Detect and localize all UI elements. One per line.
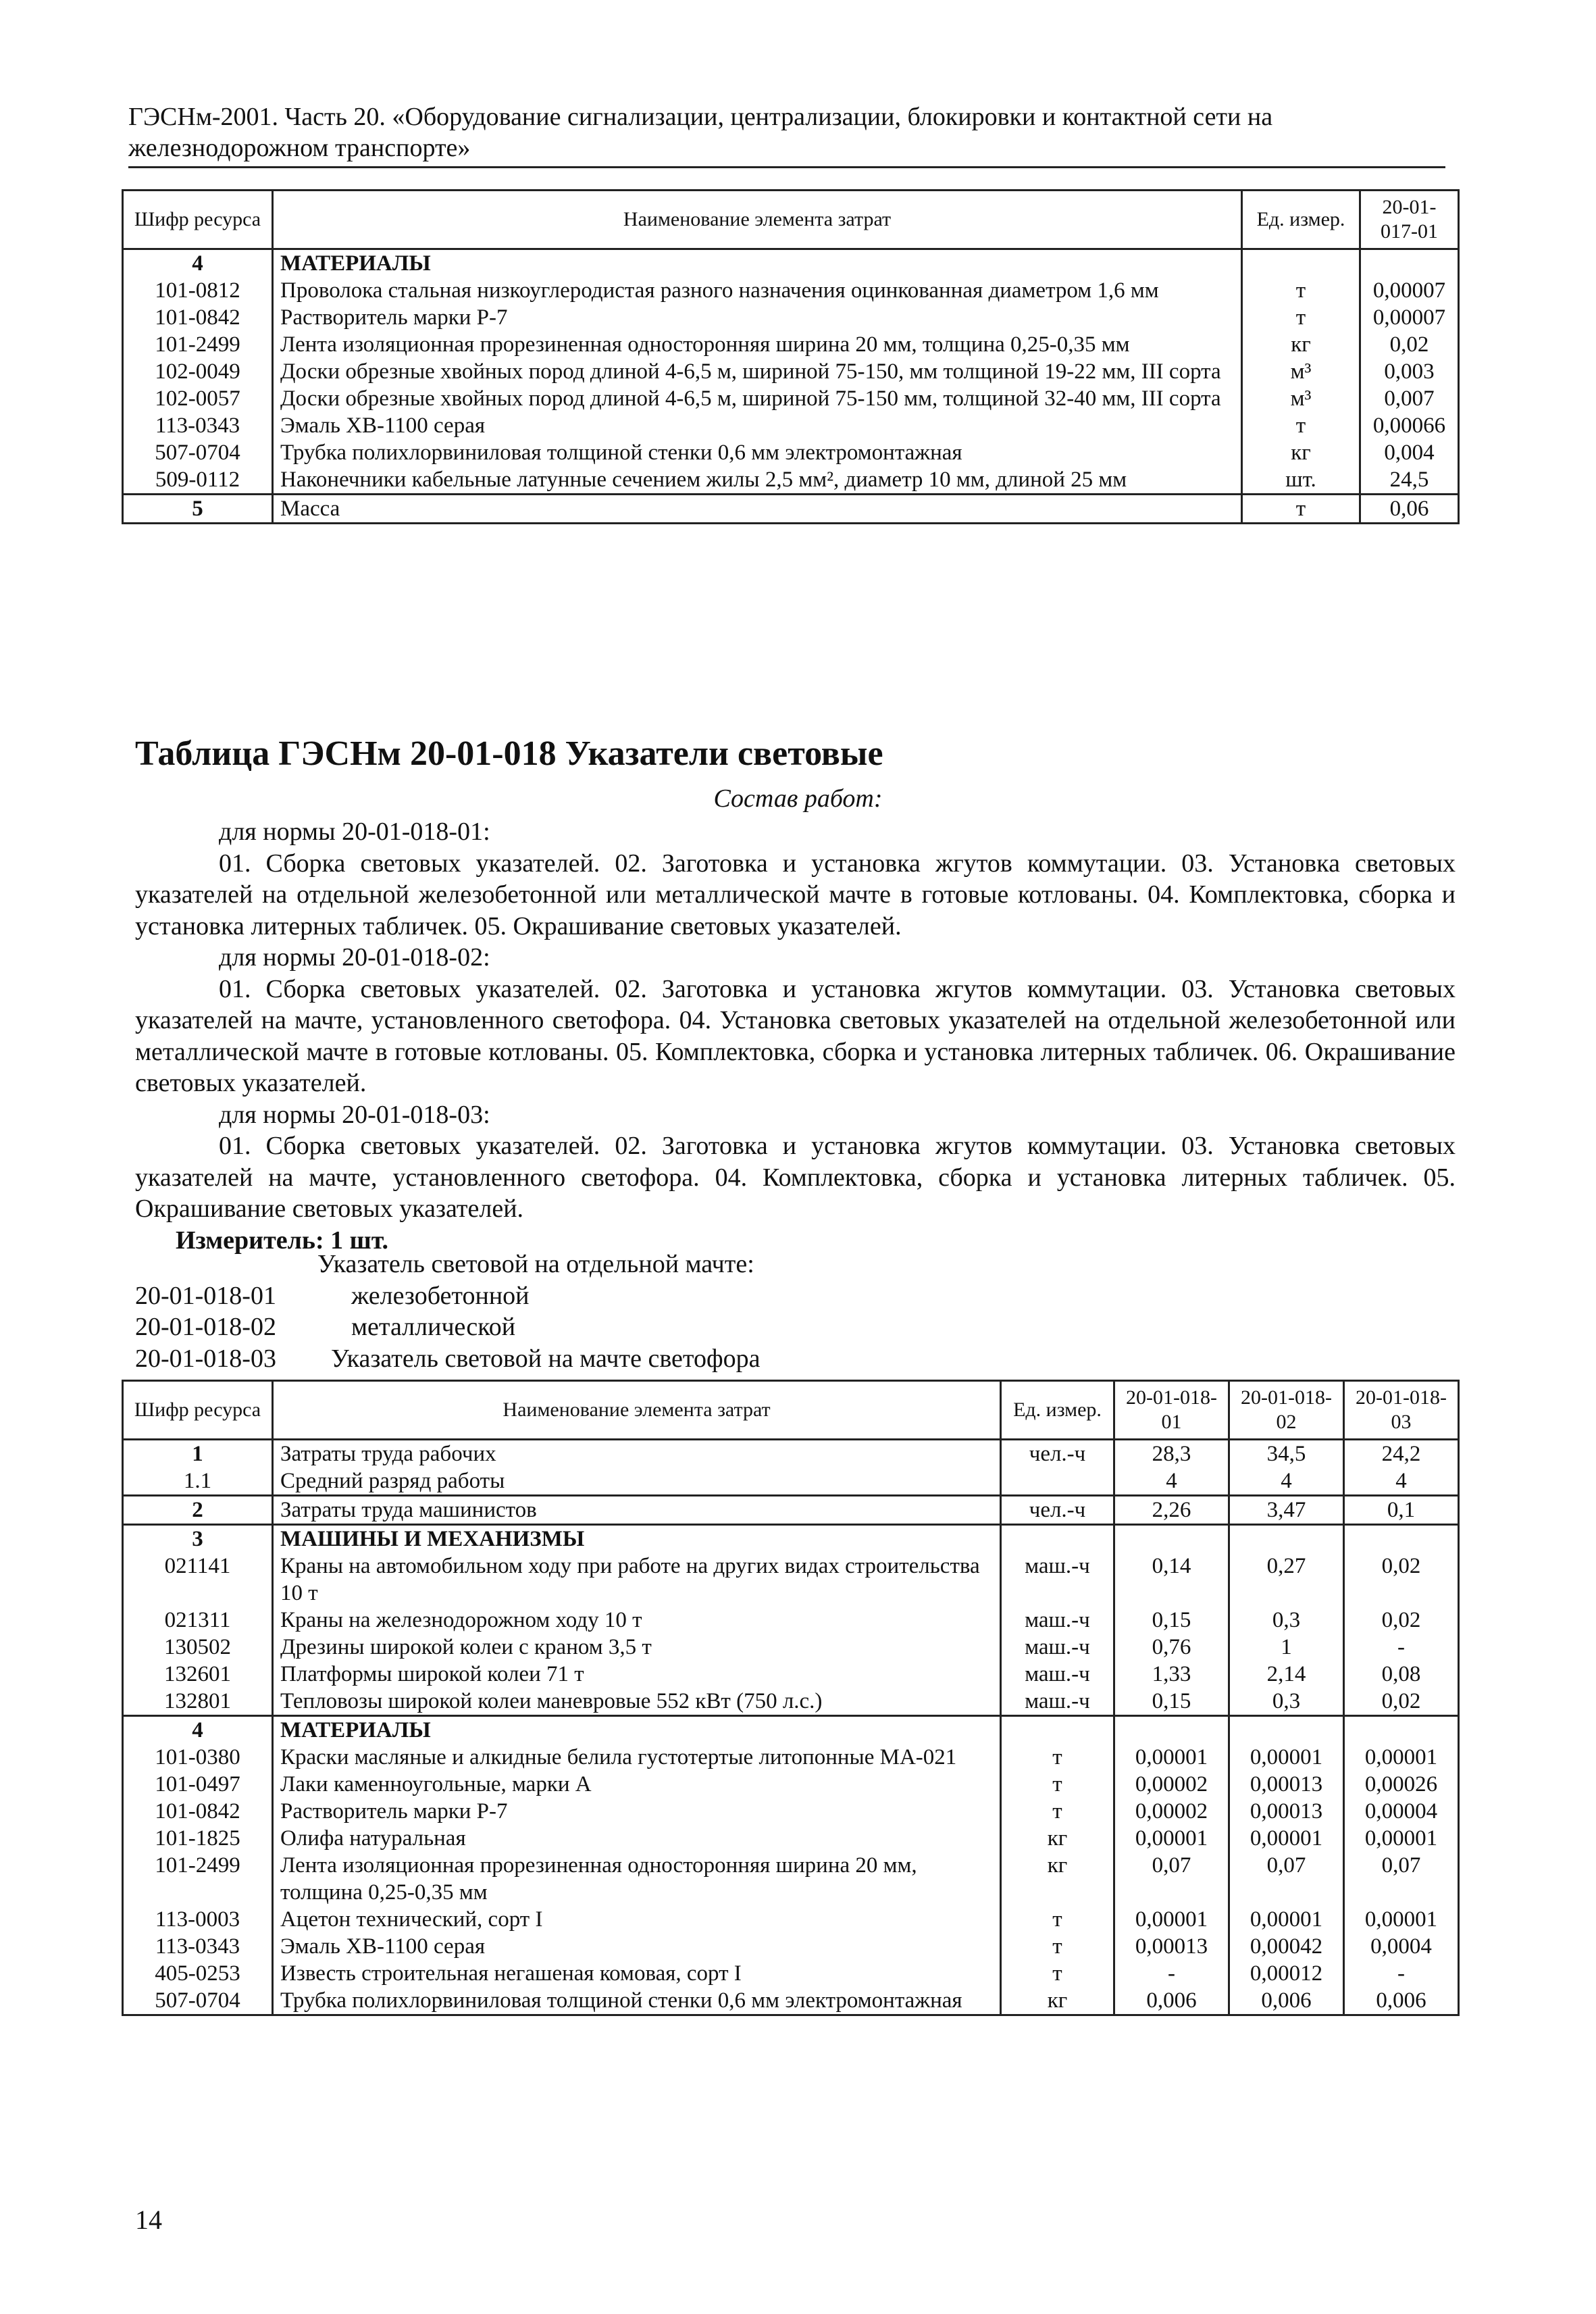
- table-row: [123, 1496, 1459, 1525]
- resource-unit: маш.-ч: [1001, 1661, 1114, 1688]
- resource-code: 101-2499: [123, 331, 273, 358]
- resource-value-2: 0,00013: [1229, 1771, 1344, 1798]
- resource-value-2: 0,07: [1229, 1852, 1344, 1906]
- resource-code: 1.1: [123, 1467, 273, 1496]
- resource-value-3: 0,08: [1344, 1661, 1459, 1688]
- resource-unit: маш.-ч: [1001, 1688, 1114, 1716]
- resource-name: Растворитель марки Р-7: [273, 1798, 1001, 1825]
- resource-unit: т: [1001, 1798, 1114, 1825]
- resource-value-3: 0,00001: [1344, 1906, 1459, 1933]
- resource-name: Масса: [273, 495, 1242, 524]
- table-row: [123, 1634, 1459, 1661]
- resource-unit: т: [1242, 412, 1360, 439]
- resource-value-1: 0,00001: [1114, 1825, 1229, 1852]
- resource-name: Тепловозы широкой колеи маневровые 552 кВт (750 л.с.): [273, 1688, 1001, 1716]
- resource-value: 0,004: [1360, 439, 1459, 466]
- empty-cell: [1344, 1525, 1459, 1553]
- resource-code: 102-0049: [123, 358, 273, 385]
- resource-value-2: 1: [1229, 1634, 1344, 1661]
- resource-name: Краски масляные и алкидные белила густотертые литопонные МА-021: [273, 1744, 1001, 1771]
- variant-desc: Указатель световой на мачте светофора: [331, 1344, 761, 1373]
- resource-code: 113-0343: [123, 412, 273, 439]
- resource-value-2: 34,5: [1229, 1440, 1344, 1468]
- resource-unit: кг: [1242, 439, 1360, 466]
- resource-value-3: 0,006: [1344, 1987, 1459, 2015]
- table-row: [123, 1744, 1459, 1771]
- resource-code: 507-0704: [123, 439, 273, 466]
- resource-name: Наконечники кабельные латунные сечением жилы 2,5 мм², диаметр 10 мм, длиной 25 мм: [273, 466, 1242, 495]
- resource-name: Трубка полихлорвиниловая толщиной стенки 0,6 мм электромонтажная: [273, 1987, 1001, 2015]
- header-line-1: ГЭСНм-2001. Часть 20. «Оборудование сигнализации, централизации, блокировки и контактной сети на: [128, 103, 1273, 131]
- resource-unit: т: [1242, 304, 1360, 331]
- table-row: [123, 1933, 1459, 1960]
- table-row: [123, 1987, 1459, 2015]
- resource-unit: кг: [1001, 1987, 1114, 2015]
- resource-value-1: 0,00002: [1114, 1771, 1229, 1798]
- resource-value-3: 0,00026: [1344, 1771, 1459, 1798]
- variant-rows: [135, 1280, 761, 1375]
- resource-value-2: 4: [1229, 1467, 1344, 1496]
- resource-name: Затраты труда рабочих: [273, 1440, 1001, 1468]
- resource-name: Проволока стальная низкоуглеродистая разного назначения оцинкованная диаметром 1,6 мм: [273, 277, 1242, 304]
- section-title: МАТЕРИАЛЫ: [273, 1716, 1001, 1744]
- resource-value-1: 2,26: [1114, 1496, 1229, 1525]
- resources-table-018: [122, 1380, 1460, 2016]
- empty-cell: [1344, 1716, 1459, 1744]
- resource-value: 24,5: [1360, 466, 1459, 495]
- resource-value: 0,003: [1360, 358, 1459, 385]
- resource-unit: маш.-ч: [1001, 1553, 1114, 1607]
- resource-value-3: 0,07: [1344, 1852, 1459, 1906]
- resource-name: Лента изоляционная прорезиненная односторонняя ширина 20 мм, толщина 0,25-0,35 мм: [273, 331, 1242, 358]
- header-code: Шифр ресурса: [123, 1381, 273, 1440]
- resource-value-2: 0,3: [1229, 1607, 1344, 1634]
- header-col-3: 20-01-018-03: [1344, 1381, 1459, 1440]
- resource-unit: [1001, 1467, 1114, 1496]
- resource-code: 132801: [123, 1688, 273, 1716]
- resources-table-017: [122, 189, 1460, 524]
- resource-code: 101-0842: [123, 304, 273, 331]
- resource-name: Трубка полихлорвиниловая толщиной стенки 0,6 мм электромонтажная: [273, 439, 1242, 466]
- resource-name: Лента изоляционная прорезиненная односторонняя ширина 20 мм, толщина 0,25-0,35 мм: [273, 1852, 1001, 1906]
- table-row: [123, 1960, 1459, 1987]
- resource-value-3: 0,02: [1344, 1688, 1459, 1716]
- variant-group-label: Указатель световой на отдельной мачте:: [317, 1250, 754, 1278]
- resource-value-2: 0,00001: [1229, 1906, 1344, 1933]
- resource-unit: кг: [1242, 331, 1360, 358]
- section-number: 4: [123, 1716, 273, 1744]
- norm-label: для нормы 20-01-018-03:: [219, 1100, 490, 1129]
- table-title: Таблица ГЭСНм 20-01-018 Указатели световые: [135, 734, 883, 773]
- resource-unit: маш.-ч: [1001, 1607, 1114, 1634]
- resource-code: 102-0057: [123, 385, 273, 412]
- resource-value-1: 0,15: [1114, 1607, 1229, 1634]
- table-row: [123, 1440, 1459, 1468]
- resource-unit: чел.-ч: [1001, 1496, 1114, 1525]
- resource-unit: т: [1001, 1906, 1114, 1933]
- variant-row: [135, 1280, 761, 1312]
- table-row: [123, 412, 1459, 439]
- variant-row: [135, 1311, 761, 1343]
- resource-value-2: 0,00001: [1229, 1744, 1344, 1771]
- resource-name: Доски обрезные хвойных пород длиной 4-6,5 м, шириной 75-150, мм толщиной 19-22 мм, III сорта: [273, 358, 1242, 385]
- resource-value-3: 0,02: [1344, 1553, 1459, 1607]
- resource-value-2: 0,00001: [1229, 1825, 1344, 1852]
- resource-name: Эмаль ХВ-1100 серая: [273, 1933, 1001, 1960]
- table-row: [123, 1661, 1459, 1688]
- resource-unit: т: [1001, 1771, 1114, 1798]
- resource-name: Эмаль ХВ-1100 серая: [273, 412, 1242, 439]
- resource-name: Растворитель марки Р-7: [273, 304, 1242, 331]
- header-col-1: 20-01-018-01: [1114, 1381, 1229, 1440]
- table-row: [123, 385, 1459, 412]
- resource-name: Лаки каменноугольные, марки А: [273, 1771, 1001, 1798]
- empty-cell: [1001, 1716, 1114, 1744]
- resource-name: Средний разряд работы: [273, 1467, 1001, 1496]
- resource-value-1: 0,00001: [1114, 1744, 1229, 1771]
- resource-code: 021311: [123, 1607, 273, 1634]
- header-name: Наименование элемента затрат: [273, 1381, 1001, 1440]
- resource-value-2: 0,3: [1229, 1688, 1344, 1716]
- resource-code: 101-1825: [123, 1825, 273, 1852]
- resource-value-1: 0,006: [1114, 1987, 1229, 2015]
- header-col: 20-01-017-01: [1360, 191, 1459, 249]
- resource-unit: чел.-ч: [1001, 1440, 1114, 1468]
- resource-code: 405-0253: [123, 1960, 273, 1987]
- resource-value-3: 24,2: [1344, 1440, 1459, 1468]
- table-row: [123, 1771, 1459, 1798]
- norms-list: [135, 816, 1456, 1225]
- norm-text: 01. Сборка световых указателей. 02. Заготовка и установка жгутов коммутации. 03. Установка световых указателей на мачте, установленного светофора. 04. Комплектовка, сборка и установка литерных табличек. 05. Окрашивание световых указателей.: [135, 1132, 1456, 1223]
- resource-value-1: 0,00013: [1114, 1933, 1229, 1960]
- resource-value-3: -: [1344, 1634, 1459, 1661]
- header-line-2: железнодорожном транспорте»: [128, 134, 471, 162]
- resource-code: 021141: [123, 1553, 273, 1607]
- resource-value-3: -: [1344, 1960, 1459, 1987]
- section-number: 4: [123, 249, 273, 278]
- resource-value-3: 0,00004: [1344, 1798, 1459, 1825]
- resource-unit: т: [1242, 277, 1360, 304]
- table-row: [123, 1688, 1459, 1716]
- table-row: [123, 466, 1459, 495]
- resource-value-2: 2,14: [1229, 1661, 1344, 1688]
- resource-value: 0,00066: [1360, 412, 1459, 439]
- table-row: [123, 1906, 1459, 1933]
- resource-value-1: 0,15: [1114, 1688, 1229, 1716]
- variant-code: 20-01-018-01: [135, 1281, 276, 1310]
- resource-name: Затраты труда машинистов: [273, 1496, 1001, 1525]
- resource-unit: шт.: [1242, 466, 1360, 495]
- norm-label: для нормы 20-01-018-02:: [219, 943, 490, 972]
- section-row: [123, 249, 1459, 278]
- resource-value-2: 0,00042: [1229, 1933, 1344, 1960]
- resource-unit: кг: [1001, 1825, 1114, 1852]
- table-row: [123, 1825, 1459, 1852]
- work-composition-label: Состав работ:: [713, 784, 883, 813]
- resource-unit: кг: [1001, 1852, 1114, 1906]
- empty-cell: [1242, 249, 1360, 278]
- table-header-row: [123, 1381, 1459, 1440]
- table-row: [123, 331, 1459, 358]
- resource-unit: т: [1001, 1744, 1114, 1771]
- section-number: 5: [123, 495, 273, 524]
- resource-name: Краны на железнодорожном ходу 10 т: [273, 1607, 1001, 1634]
- resource-name: Ацетон технический, сорт I: [273, 1906, 1001, 1933]
- resource-value: 0,02: [1360, 331, 1459, 358]
- table-body: [123, 249, 1459, 524]
- resource-unit: м³: [1242, 385, 1360, 412]
- resource-value: 0,007: [1360, 385, 1459, 412]
- resource-value-1: 0,07: [1114, 1852, 1229, 1906]
- resource-value-3: 0,1: [1344, 1496, 1459, 1525]
- table-body: [123, 1440, 1459, 2015]
- table-row: [123, 1553, 1459, 1607]
- resource-value-2: 0,27: [1229, 1553, 1344, 1607]
- resource-code: 101-2499: [123, 1852, 273, 1906]
- resource-name: Известь строительная негашеная комовая, сорт I: [273, 1960, 1001, 1987]
- norm-label: для нормы 20-01-018-01:: [219, 818, 490, 846]
- table-row: [123, 277, 1459, 304]
- resource-value-3: 0,0004: [1344, 1933, 1459, 1960]
- resource-name: Доски обрезные хвойных пород длиной 4-6,5 м, шириной 75-150 мм, толщиной 32-40 мм, III сорта: [273, 385, 1242, 412]
- resource-code: 113-0343: [123, 1933, 273, 1960]
- table-row: [123, 439, 1459, 466]
- norm-variants: [135, 1249, 761, 1374]
- resource-value-1: 0,76: [1114, 1634, 1229, 1661]
- section-title: МАШИНЫ И МЕХАНИЗМЫ: [273, 1525, 1001, 1553]
- resource-code: 101-0497: [123, 1771, 273, 1798]
- resource-name: Дрезины широкой колеи с краном 3,5 т: [273, 1634, 1001, 1661]
- variant-code: 20-01-018-03: [135, 1344, 276, 1373]
- empty-cell: [1229, 1525, 1344, 1553]
- section-row: [123, 1525, 1459, 1553]
- resource-value-2: 3,47: [1229, 1496, 1344, 1525]
- resource-value-1: 0,00001: [1114, 1906, 1229, 1933]
- variant-desc: металлической: [351, 1313, 516, 1341]
- header-name: Наименование элемента затрат: [273, 191, 1242, 249]
- resource-value: 0,00007: [1360, 304, 1459, 331]
- section-number: 3: [123, 1525, 273, 1553]
- resource-value-1: 0,00002: [1114, 1798, 1229, 1825]
- empty-cell: [1114, 1525, 1229, 1553]
- resource-code: 113-0003: [123, 1906, 273, 1933]
- empty-cell: [1229, 1716, 1344, 1744]
- table-row: [123, 1607, 1459, 1634]
- work-composition: [135, 816, 1456, 1256]
- section-row: [123, 1716, 1459, 1744]
- resource-code: 507-0704: [123, 1987, 273, 2015]
- measure-unit: Измеритель: 1 шт.: [176, 1226, 389, 1255]
- resource-name: Олифа натуральная: [273, 1825, 1001, 1852]
- header-col-2: 20-01-018-02: [1229, 1381, 1344, 1440]
- resource-value-1: 1,33: [1114, 1661, 1229, 1688]
- resource-value-3: 0,00001: [1344, 1825, 1459, 1852]
- variant-desc: железобетонной: [351, 1281, 530, 1310]
- resource-code: 101-0380: [123, 1744, 273, 1771]
- norm-text: 01. Сборка световых указателей. 02. Заготовка и установка жгутов коммутации. 03. Установка световых указателей на мачте, установленного светофора. 04. Установка световых указателей на отдельной железобетонной или металлической мачте в готовые котлованы. 05. Комплектовка, сборка и установка литерных табличек. 06. Окрашивание световых указателей.: [135, 974, 1456, 1097]
- resource-value-3: 0,02: [1344, 1607, 1459, 1634]
- header-code: Шифр ресурса: [123, 191, 273, 249]
- resource-unit: маш.-ч: [1001, 1634, 1114, 1661]
- resource-unit: м³: [1242, 358, 1360, 385]
- resource-code: 130502: [123, 1634, 273, 1661]
- table-row: [123, 1798, 1459, 1825]
- resource-value-1: 4: [1114, 1467, 1229, 1496]
- mass-row: [123, 495, 1459, 524]
- resource-value-1: -: [1114, 1960, 1229, 1987]
- resource-value-2: 0,00013: [1229, 1798, 1344, 1825]
- section-title: МАТЕРИАЛЫ: [273, 249, 1242, 278]
- resource-unit: т: [1001, 1960, 1114, 1987]
- resource-value-1: 0,14: [1114, 1553, 1229, 1607]
- variant-code: 20-01-018-02: [135, 1313, 276, 1341]
- table-row: [123, 304, 1459, 331]
- page-header: [128, 101, 1445, 168]
- page-number: 14: [135, 2205, 162, 2235]
- resource-code: 132601: [123, 1661, 273, 1688]
- table-row: [123, 358, 1459, 385]
- resource-unit: т: [1001, 1933, 1114, 1960]
- resource-code: 509-0112: [123, 466, 273, 495]
- resource-name: Краны на автомобильном ходу при работе на других видах строительства 10 т: [273, 1553, 1001, 1607]
- header-unit: Ед. измер.: [1242, 191, 1360, 249]
- variant-row: [135, 1343, 761, 1375]
- empty-cell: [1114, 1716, 1229, 1744]
- empty-cell: [1360, 249, 1459, 278]
- resource-code: 2: [123, 1496, 273, 1525]
- norm-text: 01. Сборка световых указателей. 02. Заготовка и установка жгутов коммутации. 03. Установка световых указателей на отдельной железобетонной или металлической мачте в готовые котлованы. 04. Комплектовка, сборка и установка литерных табличек. 05. Окрашивание световых указателей.: [135, 849, 1456, 940]
- resource-value-3: 4: [1344, 1467, 1459, 1496]
- resource-unit: т: [1242, 495, 1360, 524]
- empty-cell: [1001, 1525, 1114, 1553]
- header-unit: Ед. измер.: [1001, 1381, 1114, 1440]
- resource-value-2: 0,006: [1229, 1987, 1344, 2015]
- resource-value-2: 0,00012: [1229, 1960, 1344, 1987]
- table-row: [123, 1852, 1459, 1906]
- resource-value: 0,00007: [1360, 277, 1459, 304]
- table-row: [123, 1467, 1459, 1496]
- resource-code: 101-0842: [123, 1798, 273, 1825]
- resource-value-1: 28,3: [1114, 1440, 1229, 1468]
- resource-value: 0,06: [1360, 495, 1459, 524]
- resource-code: 1: [123, 1440, 273, 1468]
- table-header-row: [123, 191, 1459, 249]
- resource-value-3: 0,00001: [1344, 1744, 1459, 1771]
- resource-name: Платформы широкой колеи 71 т: [273, 1661, 1001, 1688]
- resource-code: 101-0812: [123, 277, 273, 304]
